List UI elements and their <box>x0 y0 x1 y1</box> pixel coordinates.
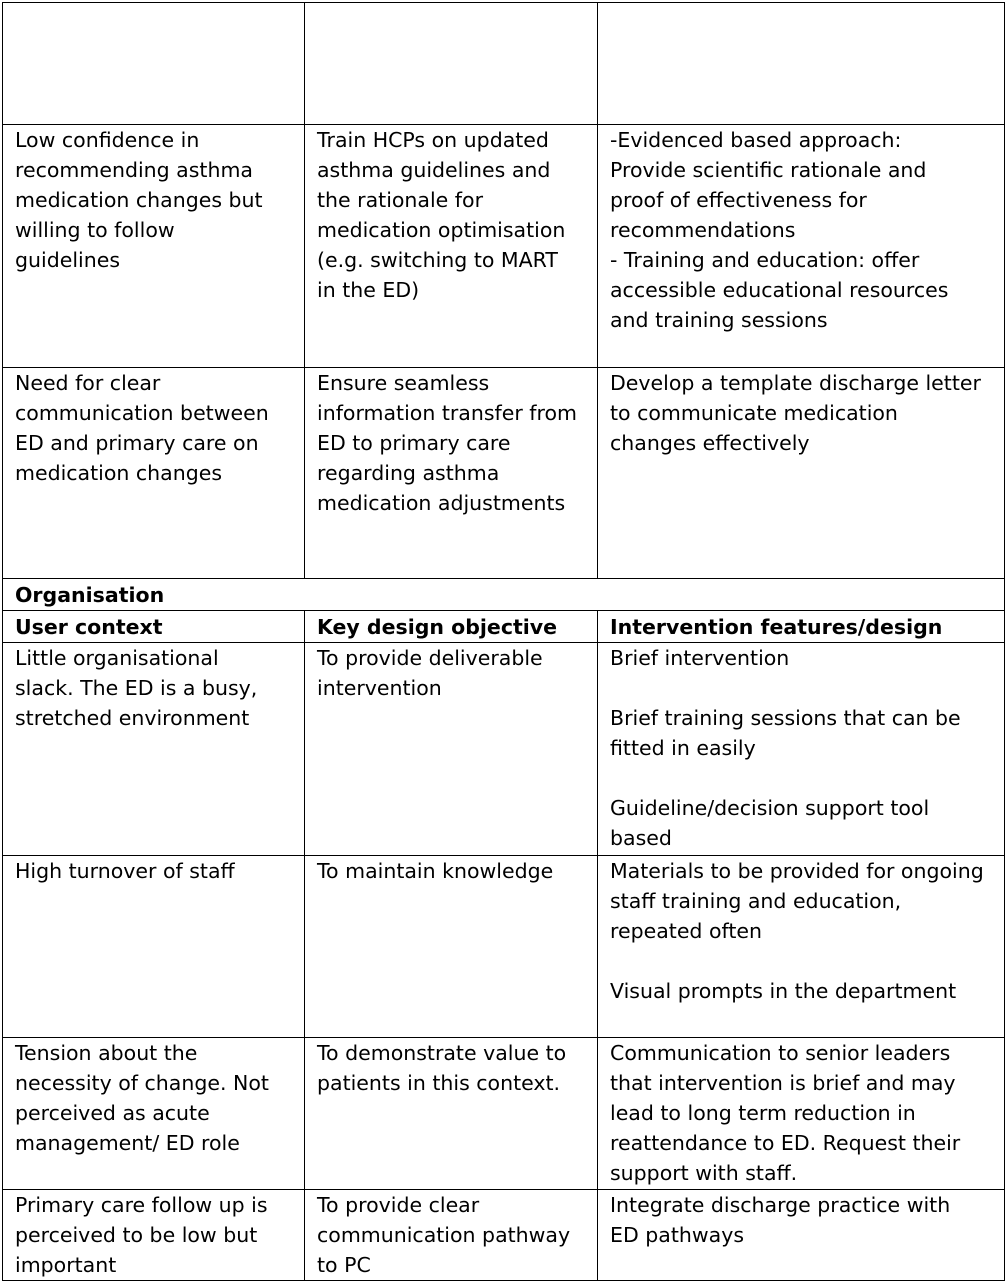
table-cell <box>598 3 1005 125</box>
section-row <box>3 579 1005 611</box>
table-cell <box>598 643 1005 856</box>
cell-text: Primary care follow up is perceived to be low but important <box>15 1193 268 1277</box>
cell-text: Communication to senior leaders that intervention is brief and may lead to long term reduction in reattendance to ED. Request their support with staff. <box>610 1041 961 1185</box>
cell-text: Develop a template discharge letter to communicate medication changes effectively <box>610 371 981 455</box>
table-cell <box>305 856 598 1038</box>
table-cell <box>598 1190 1005 1281</box>
table-cell <box>305 125 598 368</box>
table-cell <box>3 1038 305 1190</box>
table-cell <box>305 1038 598 1190</box>
table-cell <box>3 368 305 579</box>
cell-text: Train HCPs on updated asthma guidelines and the rationale for medication optimisation (e.g. switching to MART in the ED) <box>317 128 566 302</box>
table-cell <box>598 125 1005 368</box>
table-cell <box>598 856 1005 1038</box>
table-cell <box>3 1190 305 1281</box>
table-cell <box>305 368 598 579</box>
cell-text: High turnover of staff <box>15 859 235 883</box>
table-row <box>3 1038 1005 1190</box>
intervention-design-table <box>2 2 1005 1281</box>
section-title: Organisation <box>3 579 1005 611</box>
cell-text: Need for clear communication between ED and primary care on medication changes <box>15 371 269 485</box>
table-cell <box>305 643 598 856</box>
table-row <box>3 1190 1005 1281</box>
cell-text: Little organisational slack. The ED is a busy, stretched environment <box>15 646 258 730</box>
cell-text: Brief intervention Brief training sessions that can be fitted in easily Guideline/decision support tool based <box>610 646 961 850</box>
table-cell <box>598 368 1005 579</box>
table-cell <box>3 3 305 125</box>
table-row <box>3 856 1005 1038</box>
cell-text: To maintain knowledge <box>317 859 554 883</box>
table-row <box>3 3 1005 125</box>
table-cell <box>305 3 598 125</box>
table-cell <box>3 643 305 856</box>
table-cell <box>305 1190 598 1281</box>
cell-text: Ensure seamless information transfer from ED to primary care regarding asthma medication adjustments <box>317 371 578 515</box>
cell-text: Materials to be provided for ongoing staff training and education, repeated often Visual prompts in the department <box>610 859 984 1003</box>
cell-text: To demonstrate value to patients in this context. <box>317 1041 567 1095</box>
column-header-user-context: User context <box>3 611 305 643</box>
table-cell <box>3 125 305 368</box>
cell-text: To provide deliverable intervention <box>317 646 543 700</box>
cell-text: To provide clear communication pathway to PC <box>317 1193 571 1277</box>
table-cell <box>3 856 305 1038</box>
column-header-intervention-features: Intervention features/design <box>598 611 1005 643</box>
table-row <box>3 643 1005 856</box>
cell-text: Integrate discharge practice with ED pathways <box>610 1193 951 1247</box>
cell-text: -Evidenced based approach: Provide scientific rationale and proof of effectiveness for recommendations - Training and education: offer accessible educational resources and training sessions <box>610 128 949 332</box>
column-header-key-design-objective: Key design objective <box>305 611 598 643</box>
table-row <box>3 125 1005 368</box>
table-row <box>3 368 1005 579</box>
table-cell <box>598 1038 1005 1190</box>
header-row <box>3 611 1005 643</box>
cell-text: Low confidence in recommending asthma medication changes but willing to follow guidelines <box>15 128 263 272</box>
cell-text: Tension about the necessity of change. Not perceived as acute management/ ED role <box>15 1041 269 1155</box>
